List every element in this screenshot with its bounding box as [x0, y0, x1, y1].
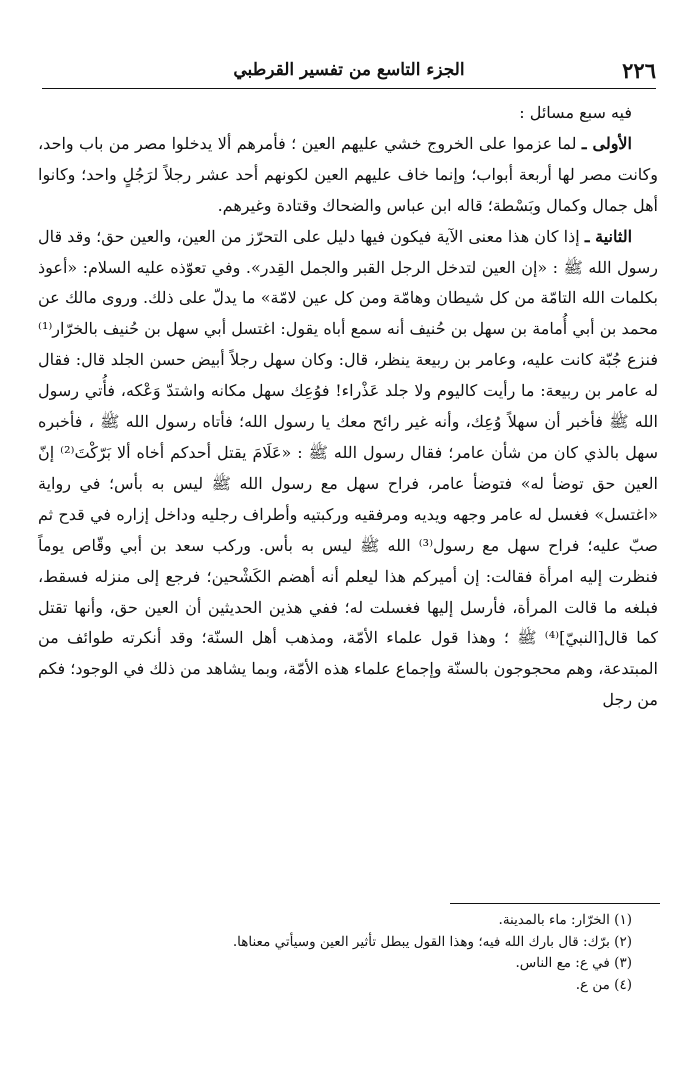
footnote-2: (٢) برّك: قال بارك الله فيه؛ وهذا القول يبطل تأثير العين وسيأتي معناها.: [232, 933, 632, 950]
running-header: [42, 58, 656, 89]
running-title: الجزء التاسع من تفسير القرطبي: [233, 60, 465, 80]
page-number: ٢٢٦: [622, 58, 656, 83]
issue-second: [38, 222, 658, 717]
footnotes: [40, 910, 632, 996]
footnote-4: (٤) من ع.: [575, 976, 632, 993]
issue-second-text: إذا كان هذا معنى الآية فيكون فيها دليل على التحرّز من العين، والعين حق؛ وقد قال رسول الله ﷺ : «إن العين لتدخل الرجل القبر والجمل القِدر». وفي تعوّذه عليه السلام: «أعوذ بكلمات الله التامّة من كل شيطان وهامّة ومن كل عين لامّة» ما يدلّ على ذلك. وروى مالك عن محمد بن أبي أُمامة بن سهل بن حُنيف أنه سمع أباه يقول: اغتسل أبي سهل بن حُنيف بالخرّار⁽¹⁾ فنزع جُبّة كانت عليه، وعامر بن ربيعة ينظر، قال: وكان سهل رجلاً أبيض حسن الجلد قال: فقال له عامر بن ربيعة: ما رأيت كاليوم ولا جلد عَذْراء! فوُعِك سهل مكانه واشتدّ وَعْكه، فأُتي رسول الله ﷺ فأخبر أن سهلاً وُعِك، وأنه غير رائح معك يا رسول الله؛ فأتاه رسول الله ﷺ ، فأخبره سهل بالذي كان من شأن عامر؛ فقال رسول الله ﷺ : «عَلَامَ يقتل أحدكم أخاه ألا بَرّكْتَ⁽²⁾ إنّ العين حق توضأ له» فتوضأ عامر، فراح سهل مع رسول الله ﷺ ليس به بأس؛ في رواية «اغتسل» فغسل له عامر وجهه ويديه ومرفقيه وركبتيه وأطراف رجليه وداخل إزاره في قدح ثم صبّ عليه؛ فراح سهل مع رسول⁽³⁾ الله ﷺ ليس به بأس. وركب سعد بن أبي وقّاص يوماً فنظرت إليه امرأة فقالت: إن أميركم هذا ليعلم أنه أهضم الكَشْحين؛ فرجع إلى منزله فسقط، فبلغه ما قالت المرأة، فأرسل إليها فغسلت له؛ ففي هذين الحديثين أن العين حق، وأنها تقتل كما قال[النبيّ]⁽⁴⁾ ﷺ ؛ وهذا قول علماء الأمّة، ومذهب أهل السنّة؛ وقد أنكرته طوائف من المبتدعة، وهم محجوجون بالسنّة وإجماع علماء هذه الأمّة، وبما يشاهد من ذلك في الوجود؛ فكم من رجل: [38, 226, 659, 710]
footnote-3: (٣) في ع: مع الناس.: [515, 955, 632, 971]
main-text: [38, 98, 658, 716]
issue-first: [38, 129, 658, 222]
footnote-divider: [450, 903, 660, 904]
issue-first-heading: الأولى ـ: [581, 133, 632, 153]
issue-second-heading: الثانية ـ: [584, 226, 633, 246]
issue-first-text: لما عزموا على الخروج خشي عليهم العين ؛ فأمرهم ألا يدخلوا مصر من باب واحد، وكانت مصر لها أربعة أبواب؛ وإنما خاف عليهم العين لكونهم أحد عشر رجلاً لرَجُلٍ واحد؛ وكانوا أهل جمال وكمال وبَسْطة؛ قاله ابن عباس والضحاك وقتادة وغيرهم.: [38, 133, 659, 215]
footnote-1: (١) الخرّار: ماء بالمدينة.: [498, 912, 632, 928]
intro-line: فيه سبع مسائل :: [519, 103, 632, 122]
